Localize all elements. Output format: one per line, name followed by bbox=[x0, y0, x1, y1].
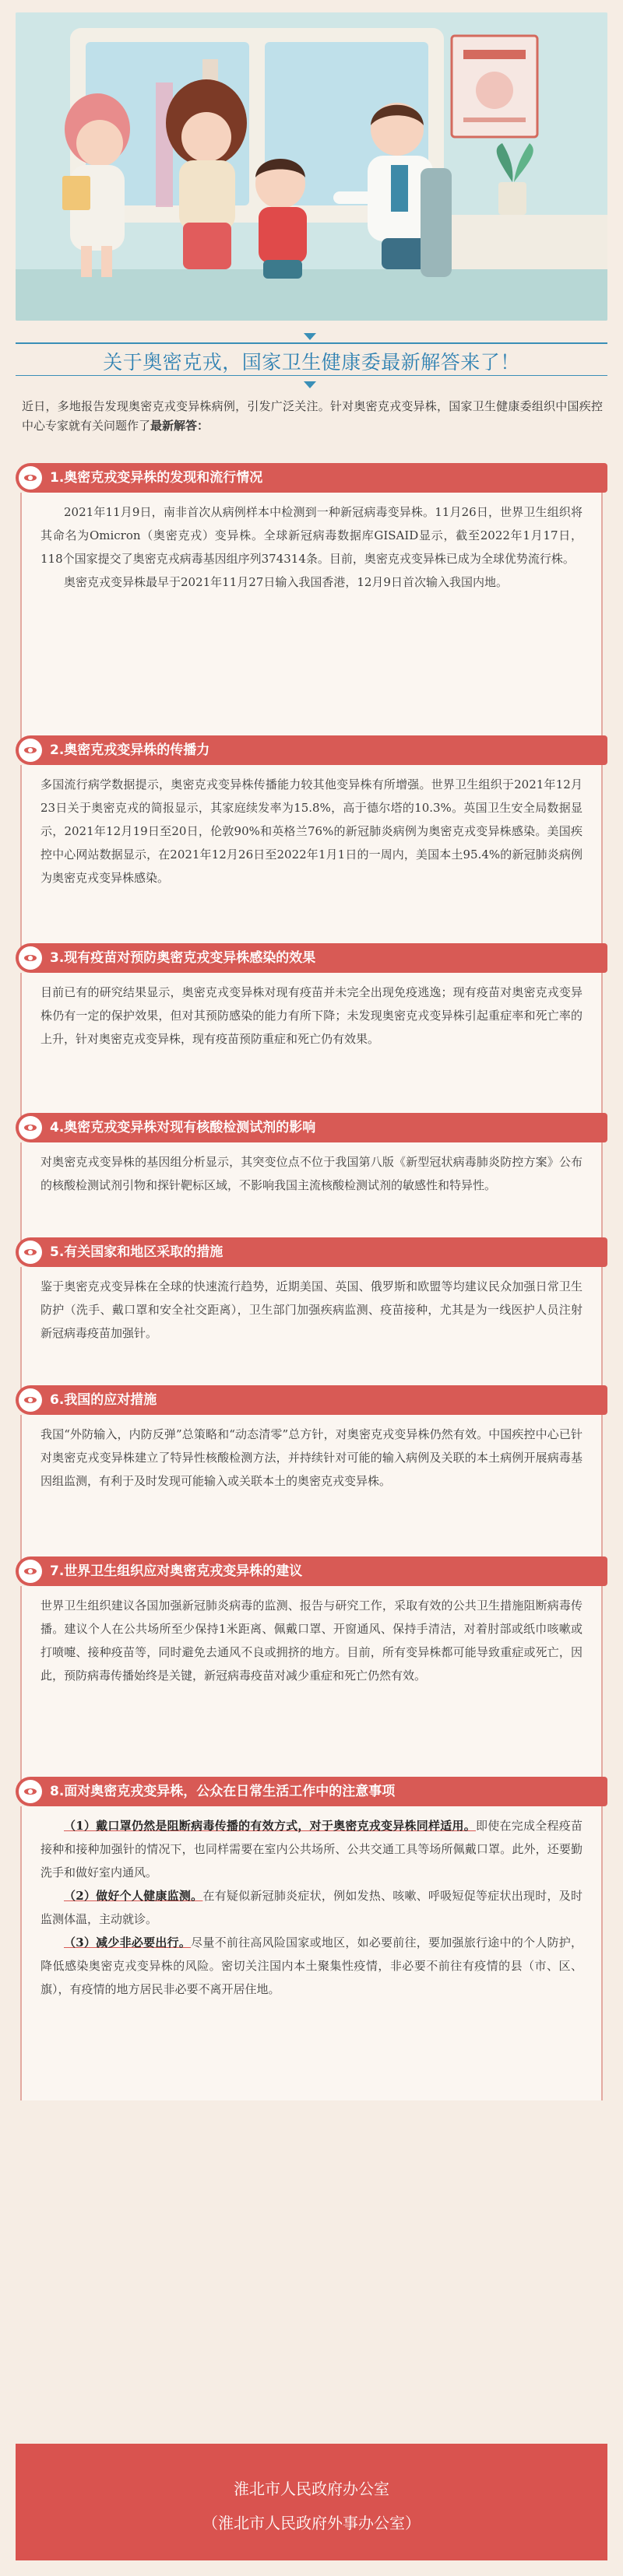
section-title: 7.世界卫生组织应对奥密克戎变异株的建议 bbox=[50, 1563, 303, 1579]
section-body bbox=[20, 1142, 603, 1250]
section-body bbox=[20, 973, 603, 1127]
section-header bbox=[16, 1237, 607, 1267]
section-2 bbox=[16, 735, 607, 950]
section-paragraph: 世界卫生组织建议各国加强新冠肺炎病毒的监测、报告与研究工作，采取有效的公共卫生措施阻断病毒传播。建议个人在公共场所至少保持1米距离、佩戴口罩、开窗通风、保持手清洁，对着肘部或纸巾咳嗽或打喷嚏、接种疫苗等，同时避免去通风不良或拥挤的地方。目前，所有变异株都可能导致重症或死亡，因此，预防病毒传播始终是关键，新冠病毒疫苗对减少重症和死亡仍然有效。 bbox=[40, 1599, 583, 1683]
title-top-rule bbox=[16, 342, 607, 344]
section-list-item bbox=[40, 1931, 583, 2001]
intro-bold: 最新解答： bbox=[150, 419, 209, 433]
section-title: 3.现有疫苗对预防奥密克戎变异株感染的效果 bbox=[50, 950, 316, 966]
section-4 bbox=[16, 1113, 607, 1250]
eye-icon bbox=[19, 466, 42, 490]
title-bottom-arrow-icon bbox=[304, 381, 316, 388]
title-top-arrow-icon bbox=[304, 333, 316, 340]
item-text: 即使在完成全程疫苗接种和接种加强针的情况下，也同样需要在室内公共场所、公共交通工具等场所佩戴口罩。此外，还要勤洗手和做好室内通风。 bbox=[40, 1819, 583, 1879]
eye-icon bbox=[19, 1388, 42, 1412]
publisher-subname: （淮北市人民政府外事办公室） bbox=[202, 2514, 421, 2532]
publisher-name: 淮北市人民政府办公室 bbox=[234, 2479, 389, 2498]
hero-illustration bbox=[16, 12, 607, 321]
section-paragraph: 目前已有的研究结果显示，奥密克戎变异株对现有疫苗并未完全出现免疫逃逸；现有疫苗对奥密克戎变异株仍有一定的保护效果，但对其预防感染的能力有所下降；未发现奥密克戎变异株引起重症率和死亡率的上升，针对奥密克戎变异株，现有疫苗预防重症和死亡仍有效果。 bbox=[40, 985, 583, 1046]
article-title: 关于奥密克戎，国家卫生健康委最新解答来了！ bbox=[103, 351, 520, 374]
eye-icon bbox=[19, 1780, 42, 1803]
section-header bbox=[16, 1385, 607, 1415]
section-header bbox=[16, 463, 607, 493]
item-text: 在有疑似新冠肺炎症状，例如发热、咳嗽、呼吸短促等症状出现时，及时监测体温，主动就诊。 bbox=[40, 1889, 583, 1926]
section-paragraph: 多国流行病学数据提示，奥密克戎变异株传播能力较其他变异株有所增强。世界卫生组织于2021年12月23日关于奥密克戎的简报显示，其家庭续发率为15.8%，高于德尔塔的10.3%。英国卫生安全局数据显示，2021年12月19日至20日，伦敦90%和英格兰76%的新冠肺炎病例为奥密克戎变异株感染。美国疾控中心网站数据显示，在2021年12月26日至2022年1月1日的一周内，美国本土95.4%的新冠肺炎病例为奥密克戎变异株感染。 bbox=[40, 777, 583, 885]
item-text: 尽量不前往高风险国家或地区，如必要前往，要加强旅行途中的个人防护，降低感染奥密克戎变异株的风险。密切关注国内本土聚集性疫情，非必要不前往有疫情的县（市、区、旗），有疫情的地方居民非必要不离开居住地。 bbox=[40, 1936, 583, 1996]
intro-paragraph bbox=[22, 397, 603, 436]
article-title-banner bbox=[16, 327, 607, 391]
item-lead: （2）做好个人健康监测。 bbox=[64, 1889, 203, 1903]
section-header bbox=[16, 943, 607, 973]
section-header bbox=[16, 1777, 607, 1806]
eye-icon bbox=[19, 1116, 42, 1139]
section-header bbox=[16, 1556, 607, 1586]
section-paragraph: 2021年11月9日，南非首次从病例样本中检测到一种新冠病毒变异株。11月26日，世界卫生组织将其命名为Omicron（奥密克戎）变异株。全球新冠病毒数据库GISAID显示，截至2022年1月17日，118个国家提交了奥密克戎病毒基因组序列374314条。目前，奥密克戎变异株已成为全球优势流行株。 bbox=[40, 505, 583, 566]
clinic-scene-image bbox=[16, 12, 607, 321]
section-body bbox=[20, 1586, 603, 1787]
section-title: 2.奥密克戎变异株的传播力 bbox=[50, 742, 210, 758]
section-title: 1.奥密克戎变异株的发现和流行情况 bbox=[50, 470, 263, 486]
section-paragraph: 奥密克戎变异株最早于2021年11月27日输入我国香港，12月9日首次输入我国内地。 bbox=[64, 575, 508, 589]
section-title: 6.我国的应对措施 bbox=[50, 1392, 157, 1408]
eye-icon bbox=[19, 946, 42, 970]
item-lead: （3）减少非必要出行。 bbox=[64, 1936, 192, 1950]
intro-text: 近日，多地报告发现奥密克戎变异株病例，引发广泛关注。针对奥密克戎变异株，国家卫生健康委组织中国疾控中心专家就有关问题作了 bbox=[22, 399, 603, 433]
title-bottom-rule bbox=[16, 375, 607, 376]
section-6 bbox=[16, 1385, 607, 1569]
section-paragraph: 鉴于奥密克戎变异株在全球的快速流行趋势，近期美国、英国、俄罗斯和欧盟等均建议民众加强日常卫生防护（洗手、戴口罩和安全社交距离），卫生部门加强疾病监测、疫苗接种，尤其是为一线医护人员注射新冠病毒疫苗加强针。 bbox=[40, 1279, 583, 1340]
eye-icon bbox=[19, 1560, 42, 1583]
section-body bbox=[20, 765, 603, 950]
section-paragraph: 对奥密克戎变异株的基因组分析显示，其突变位点不位于我国第八版《新型冠状病毒肺炎防控方案》公布的核酸检测试剂引物和探针靶标区域，不影响我国主流核酸检测试剂的敏感性和特异性。 bbox=[40, 1155, 583, 1192]
section-list-item bbox=[40, 1814, 583, 1884]
section-body bbox=[20, 1415, 603, 1569]
eye-icon bbox=[19, 739, 42, 762]
section-5 bbox=[16, 1237, 607, 1398]
section-body bbox=[20, 1267, 603, 1398]
section-7 bbox=[16, 1556, 607, 1787]
section-header bbox=[16, 1113, 607, 1142]
section-header bbox=[16, 735, 607, 765]
section-list-item bbox=[40, 1884, 583, 1931]
section-title: 5.有关国家和地区采取的措施 bbox=[50, 1244, 224, 1260]
section-title: 4.奥密克戎变异株对现有核酸检测试剂的影响 bbox=[50, 1120, 316, 1135]
section-title: 8.面对奥密克戎变异株，公众在日常生活工作中的注意事项 bbox=[50, 1784, 396, 1799]
eye-icon bbox=[19, 1241, 42, 1264]
item-lead: （1）戴口罩仍然是阻断病毒传播的有效方式，对于奥密克戎变异株同样适用。 bbox=[64, 1819, 477, 1833]
section-3 bbox=[16, 943, 607, 1127]
section-body bbox=[20, 493, 603, 749]
section-1 bbox=[16, 463, 607, 749]
publisher-footer bbox=[16, 2444, 607, 2560]
section-8 bbox=[16, 1777, 607, 2100]
section-paragraph: 我国“外防输入，内防反弹”总策略和“动态清零”总方针，对奥密克戎变异株仍然有效。中国疾控中心已针对奥密克戎变异株建立了特异性核酸检测方法，并持续针对可能的输入病例及关联的本土病例开展病毒基因组监测，有利于及时发现可能输入或关联本土的奥密克戎变异株。 bbox=[40, 1427, 583, 1488]
section-body bbox=[20, 1806, 603, 2100]
